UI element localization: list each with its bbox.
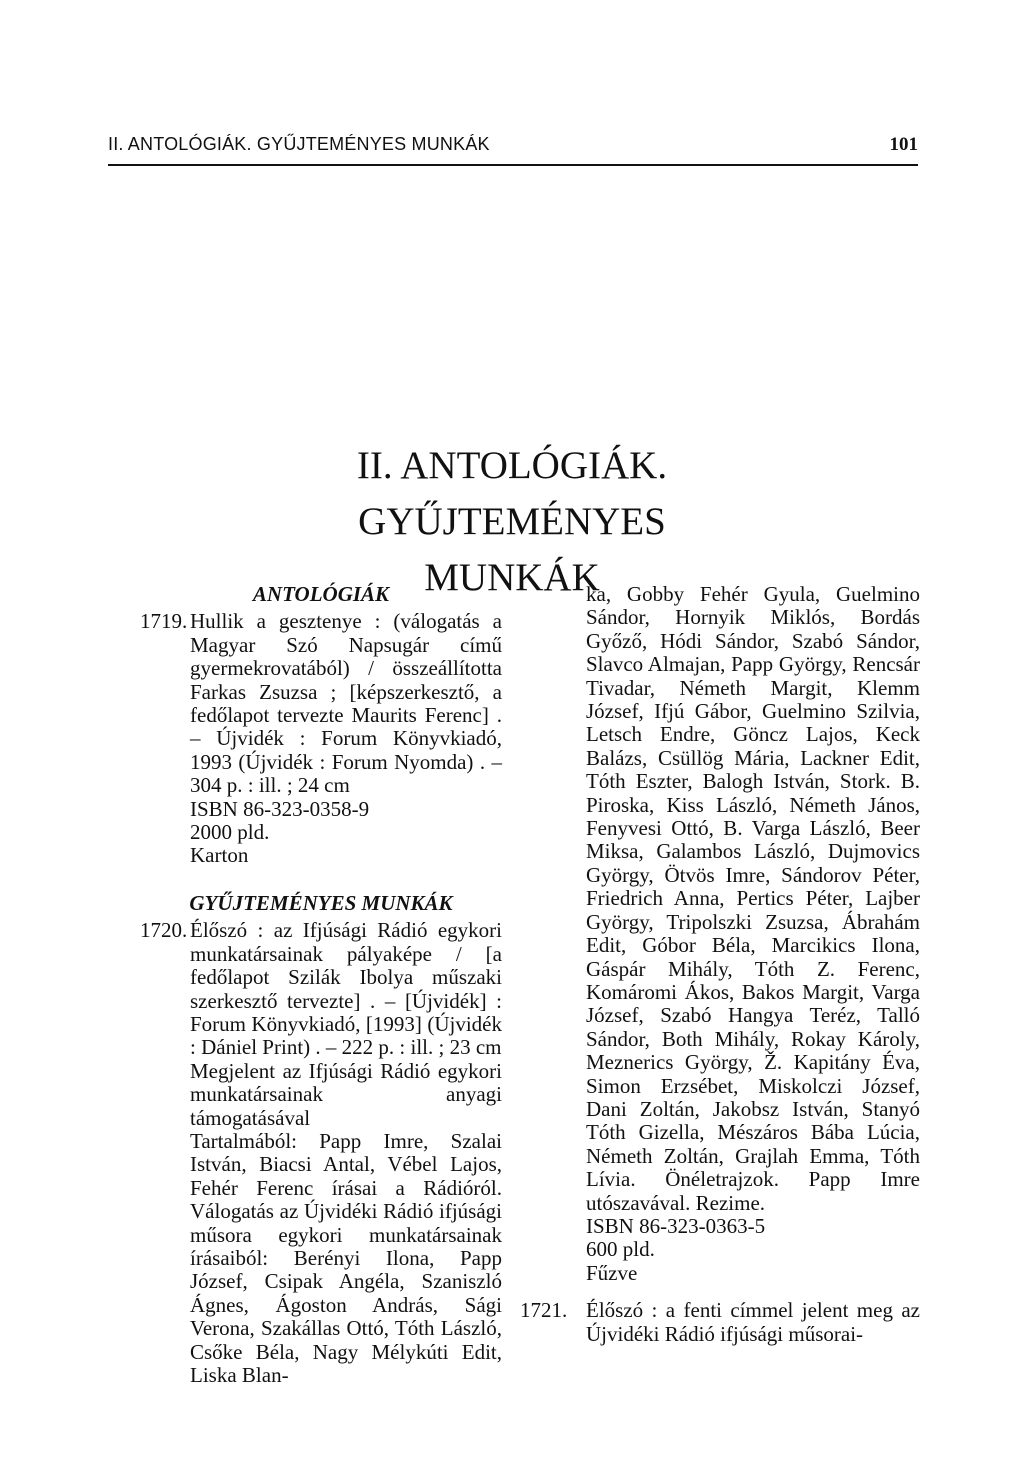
entry-body: Élőszó : a fenti címmel jelent meg az Újvidéki Rádió ifjúsági műsorai- (586, 1298, 920, 1346)
chapter-title-line-1: II. ANTOLÓGIÁK. GYŰJTEMÉNYES (356, 444, 668, 543)
running-head (108, 122, 918, 162)
entry-number: 1720. (140, 918, 188, 943)
section-heading-collected-works: GYŰJTEMÉNYES MUNKÁK (189, 890, 453, 915)
entry-note: Megjelent az Ifjúsági Rádió egykori munkatársainak anyagi támogatásával (190, 1058, 502, 1130)
entry-isbn: ISBN 86-323-0363-5 (586, 1213, 766, 1238)
entry-1720-continued (520, 583, 920, 1285)
entry-copies: 2000 pld. (190, 820, 270, 845)
page-number: 101 (889, 134, 918, 155)
entry-binding: Karton (190, 843, 249, 868)
header-rule (108, 164, 918, 166)
running-head-title: II. ANTOLÓGIÁK. GYŰJTEMÉNYES MUNKÁK (108, 134, 490, 154)
entry-1720 (140, 919, 502, 1387)
chapter-title (200, 438, 824, 606)
entry-contents-continued: ka, Gobby Fehér Gyula, Guelmino Sándor, Hornyik Miklós, Bordás Győző, Hódi Sándor, Szabó Sándor, Slavco Almajan, Papp György, Rencsár Tivadar, Németh Margit, Klemm József, Ifjú Gábor, Guelmino Szilvia, Letsch Endre, Göncz Lajos, Keck Balázs, Csüllög Mária, Lackner Edit, Tóth Eszter, Balogh István, Stork. B. Piroska, Kiss László, Németh János, Fenyvesi Ottó, B. Varga László, Beer Miksa, Galambos László, Dujmovics György, Ötvös Imre, Sándorov Péter, Friedrich Anna, Pertics Péter, Lajber György, Tripolszki Zsuzsa, Ábrahám Edit, Góbor Béla, Marcikics Ilona, Gáspár Mihály, Tóth Z. Ferenc, Komáromi Ákos, Bakos Margit, Varga József, Szabó Hangya Teréz, Talló Sándor, Both Mihály, Rokay Károly, Meznerics György, Ž. Kapitány Éva, Simon Erzsébet, Miskolczi József, Dani Zoltán, Jakobsz István, Stanyó Tóth Gizella, Mészáros Bába Lúcia, Németh Zoltán, Grajlah Emma, Tóth Lívia. Önéletrajzok. Papp Imre utószavával. Rezime. (586, 582, 920, 1215)
chapter-title-line-2: MUNKÁK (424, 556, 600, 599)
entry-binding: Fűzve (586, 1260, 638, 1285)
entry-number: 1721. (520, 1298, 568, 1323)
entry-1721 (520, 1299, 920, 1346)
left-column (140, 583, 502, 1387)
entry-contents: Tartalmából: Papp Imre, Szalai István, Biacsi Antal, Vébel Lajos, Fehér Ferenc írásai a Rádióról. Válogatás az Újvidéki Rádió ifjúsági műsora egykori munkatársainak írásaiból: Berényi Ilona, Papp József, Csipak Angéla, Szaniszló Ágnes, Ágoston András, Sági Verona, Szakállas Ottó, Tóth László, Csőke Béla, Nagy Mélykúti Edit, Liska Blan- (190, 1128, 502, 1387)
right-column (520, 583, 920, 1346)
entry-number: 1719. (140, 609, 188, 634)
section-heading-anthologies: ANTOLÓGIÁK (252, 582, 390, 606)
entry-1719 (140, 610, 502, 867)
entry-body: Élőszó : az Ifjúsági Rádió egykori munkatársainak pályaképe / [a fedőlapot Szilák Ibolya műszaki szerkesztő tervezte] . – [Újvidék] : Forum Könyvkiadó, [1993] (Újvidék : Dániel Print) . – 222 p. : ill. ; 23 cm (190, 918, 502, 1060)
entry-body: Hullik a gesztenye : (válogatás a Magyar Szó Napsugár című gyermekrovatából) / összeállította Farkas Zsuzsa ; [képszerkesztő, a fedőlapot tervezte Maurits Ferenc] . – Újvidék : Forum Könyvkiadó, 1993 (Újvidék : Forum Nyomda) . – 304 p. : ill. ; 24 cm (190, 609, 502, 798)
entry-isbn: ISBN 86-323-0358-9 (190, 796, 370, 821)
entry-copies: 600 pld. (586, 1237, 655, 1262)
